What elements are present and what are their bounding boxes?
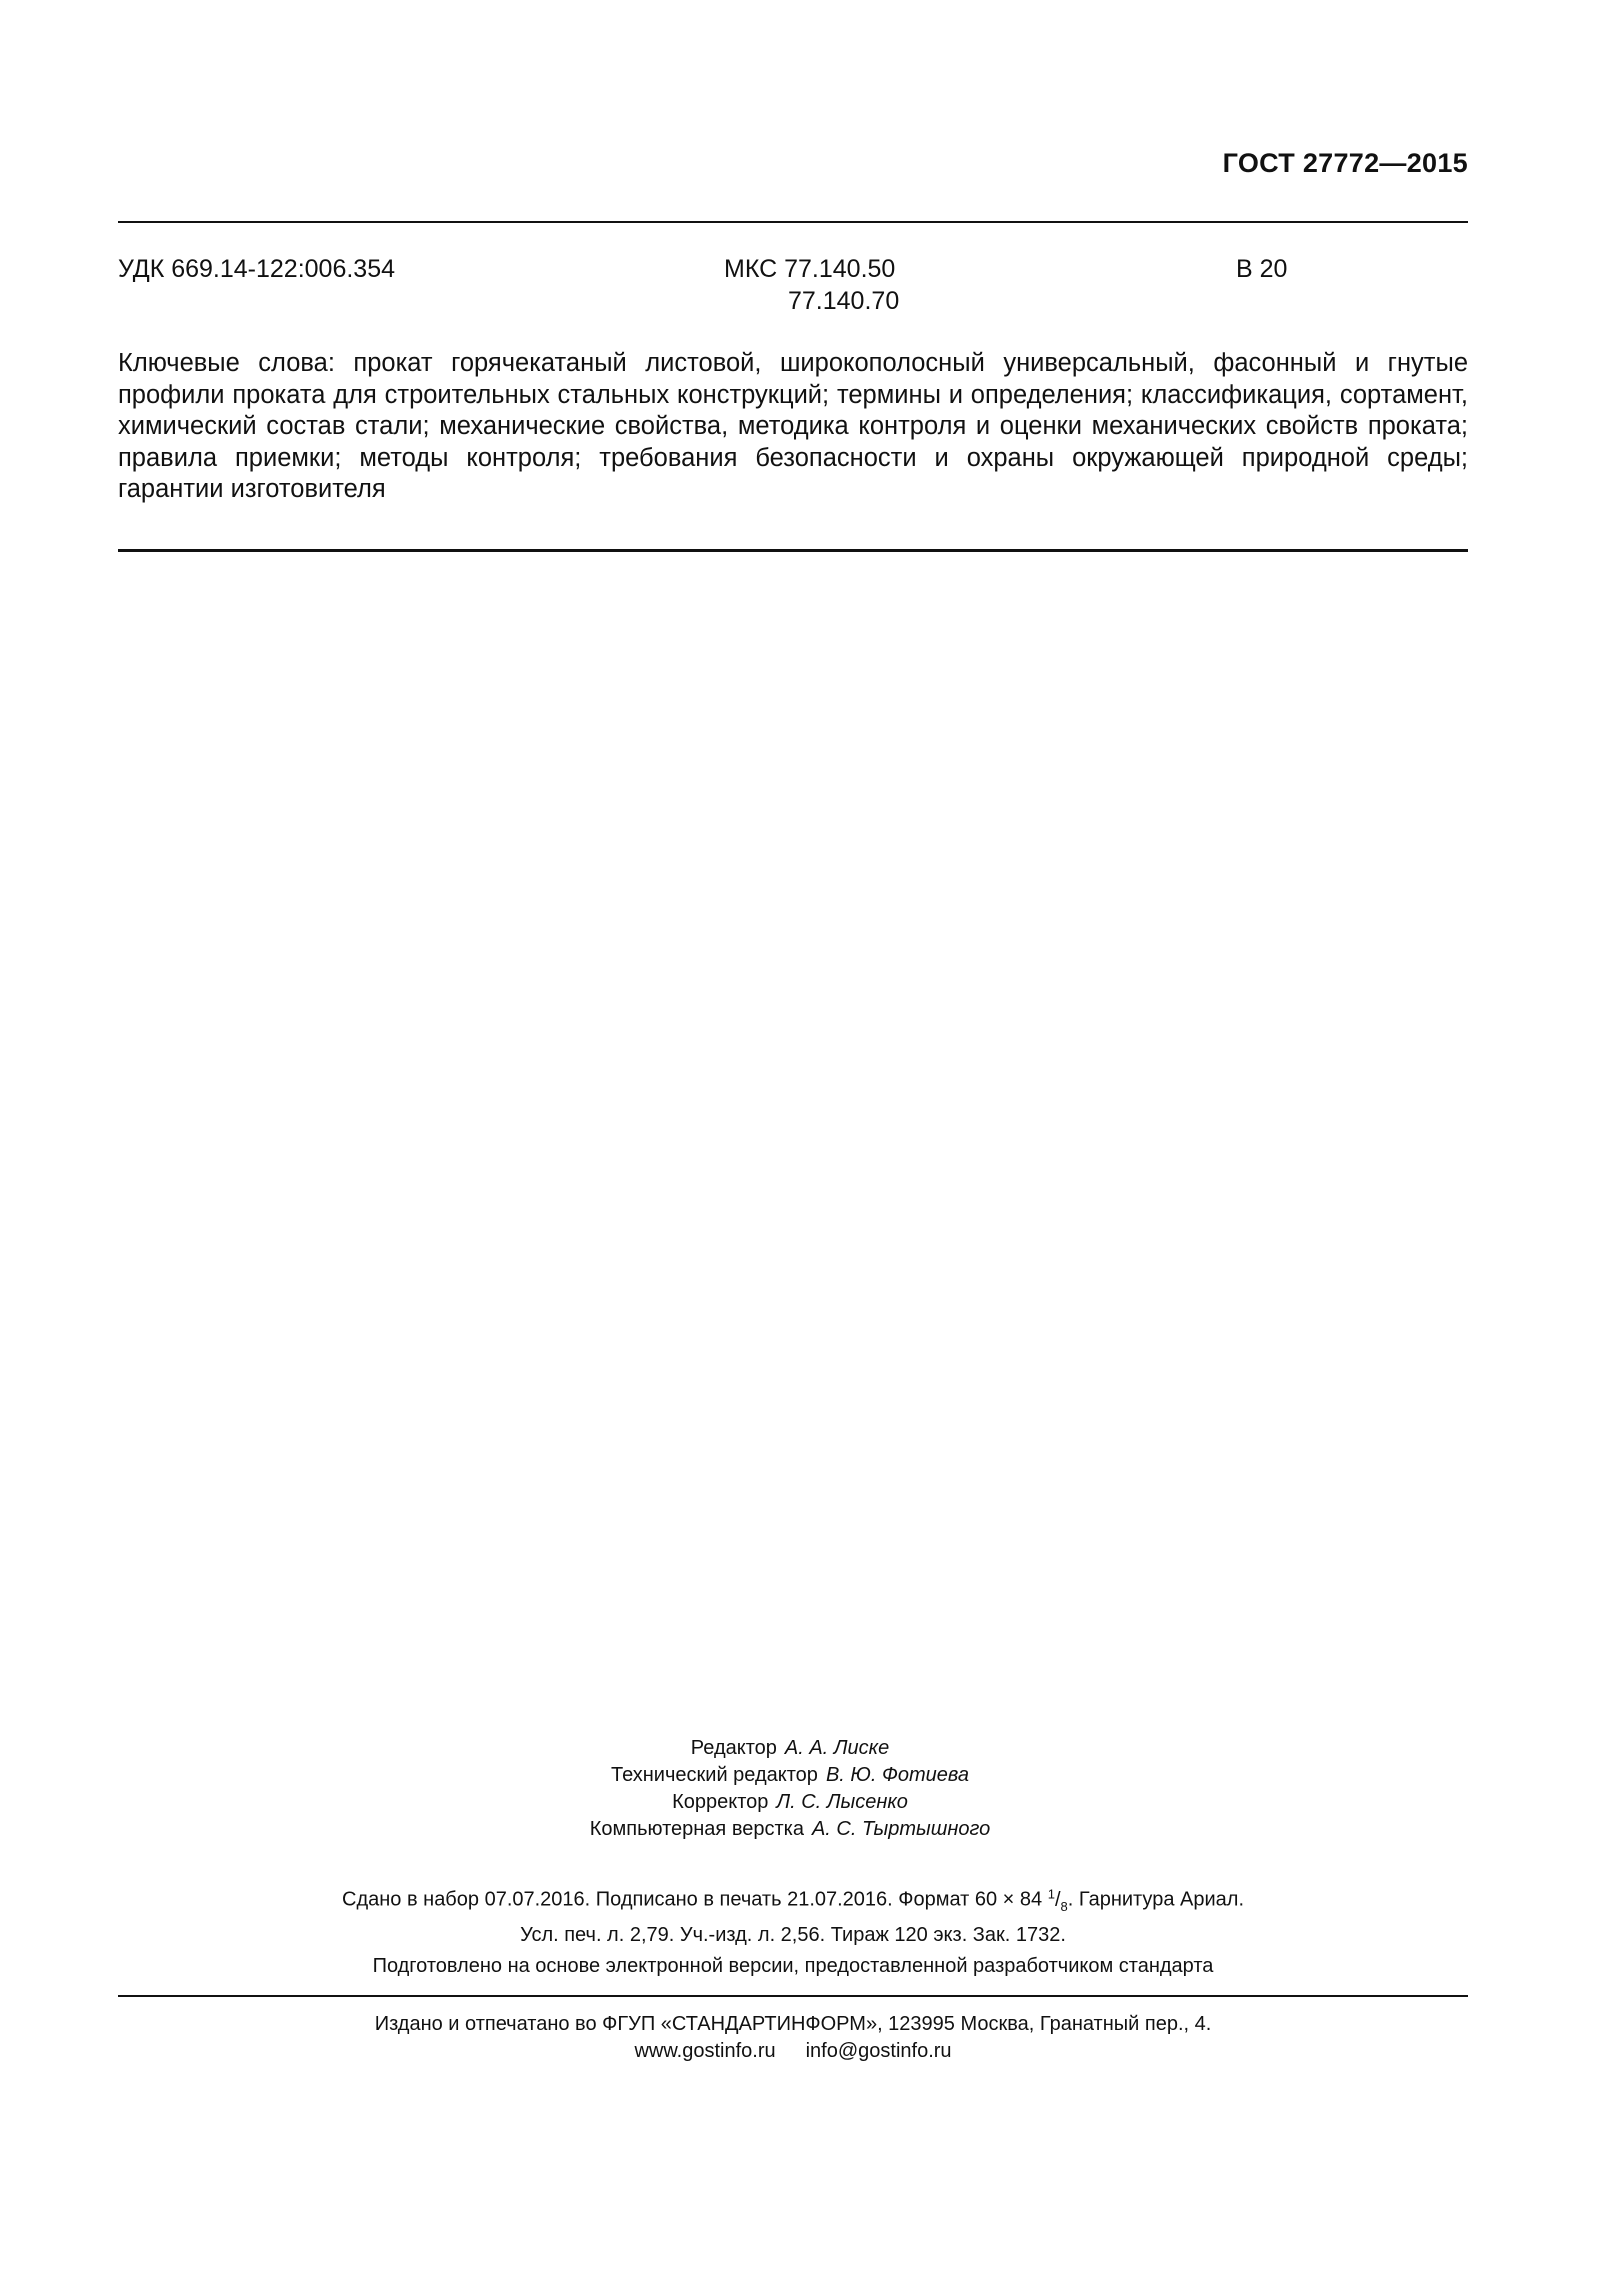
imprint-block	[118, 2011, 1468, 2065]
credit-name: В. Ю. Фотиева	[825, 1764, 970, 1786]
credit-role: Технический редактор	[610, 1764, 818, 1786]
print-info-line-1	[118, 1880, 1468, 1921]
mks-code-secondary: 77.140.70	[788, 287, 900, 315]
prepared-note: Подготовлено на основе электронной версии, предоставленной разработчиком стандарта	[372, 1955, 1214, 1977]
top-divider	[118, 221, 1468, 223]
fraction-numerator: 1	[1047, 1886, 1055, 1901]
udk-code: УДК 669.14-122:006.354	[118, 255, 396, 283]
credit-name: А. С. Тыртышного	[811, 1818, 991, 1840]
credit-name: Л. С. Лысенко	[776, 1791, 908, 1813]
format-fraction	[1047, 1886, 1068, 1914]
mks-codes	[724, 253, 899, 317]
classification-row	[118, 253, 1468, 323]
print-dates-format: Сдано в набор 07.07.2016. Подписано в печать 21.07.2016. Формат 60 × 84	[342, 1888, 1043, 1911]
email-link[interactable]: info@gostinfo.ru	[805, 2040, 952, 2062]
credit-role: Редактор	[690, 1737, 777, 1759]
mks-code-primary: МКС 77.140.50	[724, 255, 896, 283]
okstu-code: В 20	[1236, 255, 1288, 283]
fraction-slash: /	[1054, 1888, 1061, 1911]
credit-editor	[560, 1735, 1020, 1762]
print-typeface: . Гарнитура Ариал.	[1067, 1888, 1244, 1911]
credit-role: Компьютерная верстка	[589, 1818, 804, 1840]
keywords-paragraph: Ключевые слова: прокат горячекатаный листовой, широкополосный универсальный, фасонный и гнутые профили проката для строительных стальных конструкций; термины и определения; классификация, сортамент, химический состав стали; механические свойства, методика контроля и оценки механических свойств проката; правила приемки; методы контроля; требования безопасности и охраны окружающей природной среды; гарантии изготовителя	[118, 349, 1468, 503]
fraction-denominator: 8	[1060, 1898, 1068, 1914]
print-info-block	[118, 1880, 1468, 1949]
website-link[interactable]: www.gostinfo.ru	[634, 2040, 776, 2062]
credit-tech-editor	[560, 1762, 1020, 1789]
keywords-divider	[118, 549, 1468, 552]
credit-role: Корректор	[672, 1791, 769, 1813]
credits-block	[560, 1735, 1020, 1843]
contacts-line	[118, 2038, 1468, 2065]
credit-layout	[560, 1816, 1020, 1843]
publisher-line: Издано и отпечатано во ФГУП «СТАНДАРТИНФОРМ», 123995 Москва, Гранатный пер., 4.	[374, 2013, 1212, 2035]
imprint-divider	[118, 1995, 1468, 1997]
print-info-line-2: Усл. печ. л. 2,79. Уч.-изд. л. 2,56. Тираж 120 экз. Зак. 1732.	[520, 1923, 1066, 1946]
credit-proofreader	[560, 1789, 1020, 1816]
credit-name: А. А. Лиске	[784, 1737, 890, 1759]
document-code: ГОСТ 27772—2015	[1222, 148, 1468, 178]
